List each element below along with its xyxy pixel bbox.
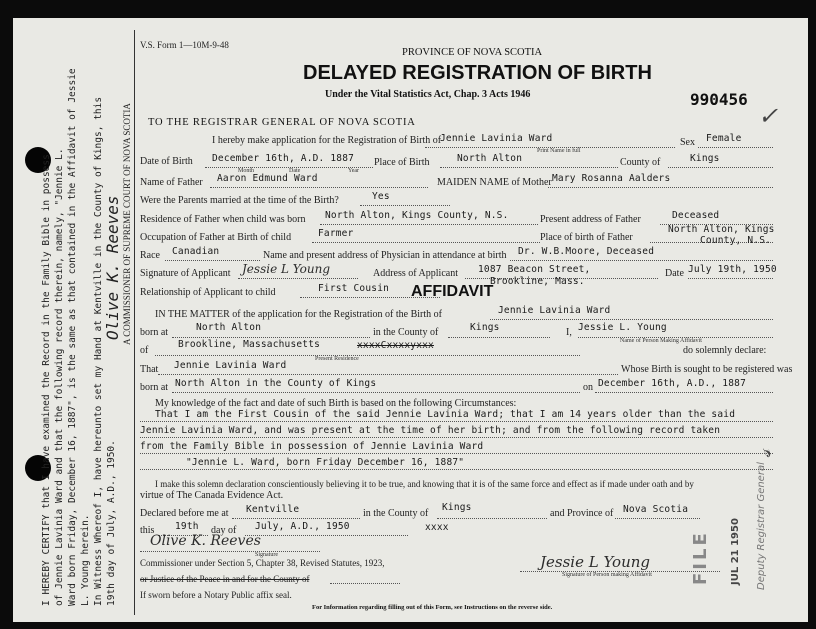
dob-label: Date of Birth — [140, 156, 193, 167]
commissioner-signature: Olive K. Reeves — [150, 533, 261, 549]
born-date: December 16th, A.D., 1887 — [598, 378, 746, 389]
i-label: I, — [566, 327, 572, 338]
margin-cert-commissioner-title: A COMMISSIONER OF SUPREME COURT OF NOVA SCOTIA — [122, 103, 132, 345]
date-stamp: JUL 21 1950 — [730, 518, 741, 585]
check-mark: ✓ — [758, 102, 779, 130]
form-subtitle: Under the Vital Statistics Act, Chap. 3 Acts 1946 — [325, 89, 531, 100]
matter-name: Jennie Lavinia Ward — [498, 305, 611, 316]
month-year-value: July, A.D., 1950 — [255, 521, 350, 532]
mother-label: MAIDEN NAME of Mother — [437, 177, 552, 188]
form-title: DELAYED REGISTRATION OF BIRTH — [303, 62, 652, 84]
residence-label: Residence of Father when child was born — [140, 214, 306, 225]
born-label: born at — [140, 382, 169, 393]
residence-note: Present Residence — [315, 356, 359, 362]
sig-label: Signature of Applicant — [140, 268, 231, 279]
registration-number: 990456 — [690, 90, 748, 109]
intro-label: I hereby make application for the Registration of Birth of — [212, 135, 442, 146]
declaration-line-2: virtue of The Canada Evidence Act. — [140, 490, 284, 501]
province-heading: PROVINCE OF NOVA SCOTIA — [402, 47, 543, 58]
deponent-signature: Jessie L Young — [540, 553, 651, 571]
race-value: Canadian — [172, 246, 220, 257]
file-stamp: FILE — [690, 530, 711, 585]
relationship-value: First Cousin — [318, 283, 390, 294]
notary-label: If sworn before a Notary Public affix seal. — [140, 590, 292, 600]
signature-note: Signature — [255, 552, 278, 558]
residence-value: North Alton, Kings County, N.S. — [325, 210, 509, 221]
month-note: Month — [238, 168, 255, 174]
struck-xxxx: xxxx — [425, 522, 449, 533]
circumstance-line-3: from the Family Bible in possession of Jennie Lavinia Ward — [140, 441, 484, 452]
margin-cert-line-5: In Witness Whereof I, have hereunto set my Hand at Kentville in the County of Kings, this — [93, 96, 104, 606]
father-pob-label: Place of birth of Father — [540, 232, 633, 243]
of-label: of — [140, 345, 149, 356]
knowledge-label: My knowledge of the fact and date of such Birth is based on the following Circumstances: — [155, 398, 517, 409]
race-label: Race — [140, 250, 160, 261]
registrar-initials: 𝓈 — [751, 444, 777, 460]
present-addr-value: Deceased — [672, 210, 720, 221]
margin-cert-line-6: 19th day of July, A.D., 1950. — [106, 440, 117, 606]
born-at-value: North Alton — [196, 322, 262, 333]
margin-cert-line-1: I HEREBY CERTIFY that I have examined the Record in the Family Bible in possess — [41, 154, 52, 606]
sought-label: Whose Birth is sought to be registered was — [621, 364, 793, 375]
circumstance-line-4: "Jennie L. Ward, born Friday December 16, 1887" — [186, 457, 465, 468]
place-value: North Alton — [457, 153, 523, 164]
born-at-label: born at — [140, 327, 169, 338]
footer-note: For Information regarding filling out of this Form, see Instructions on the reverse side. — [312, 604, 553, 611]
declaration-line-1: I make this solemn declaration conscientiously believing it to be true, and knowing that it is of the same force and effect as if made under oath and by — [155, 479, 694, 489]
deponent-residence: Brookline, Massachusetts — [178, 339, 321, 350]
matter-label: IN THE MATTER of the application for the Registration of the Birth of — [155, 309, 442, 320]
birth-registration-form — [13, 18, 808, 622]
child-name: Jennie Lavinia Ward — [440, 133, 553, 144]
dob-value: December 16th, A.D. 1887 — [212, 153, 355, 164]
applicant-signature: Jessie L Young — [242, 262, 331, 276]
form-number: V.S. Form 1—10M-9-48 — [140, 40, 229, 50]
sex-value: Female — [706, 133, 742, 144]
affidavit-heading: AFFIDAVIT — [411, 283, 494, 300]
margin-cert-line-2: of Jennie Lavinia Ward and that the following record therein, namely, "Jennie L. — [54, 148, 65, 606]
date-note: Date — [289, 168, 301, 174]
date-label: Date — [665, 268, 684, 279]
this-label: this — [140, 525, 155, 536]
jp-label: or Justice of the Peace in and for the County of — [140, 574, 310, 584]
decl-county-label: in the County of — [363, 508, 429, 519]
registrar-stamp: Deputy Registrar General — [756, 462, 767, 590]
decl-county-value: Kings — [442, 502, 472, 513]
born-place: North Alton in the County of Kings — [175, 378, 377, 389]
margin-cert-line-3: Ward born Friday, December 16, 1887", is the same as that contained in the Affidavit of Jessie — [67, 68, 78, 606]
margin-divider — [134, 30, 135, 615]
struck-text: xxxxCxxxxyxxx — [357, 340, 434, 351]
sex-label: Sex — [680, 137, 695, 148]
father-value: Aaron Edmund Ward — [217, 173, 318, 184]
deponent-name: Jessie L. Young — [578, 322, 667, 333]
father-pob-line-2: County, N.S. — [700, 235, 772, 246]
circumstance-line-2: Jennie Lavinia Ward, and was present at the time of her birth; and from the following record taken — [140, 425, 721, 436]
relationship-label: Relationship of Applicant to child — [140, 287, 276, 298]
print-name-note: Print Name in full — [537, 148, 581, 154]
married-label: Were the Parents married at the time of the Birth? — [140, 195, 339, 206]
aff-county-label: in the County of — [373, 327, 439, 338]
father-pob-line-1: North Alton, Kings — [668, 224, 775, 235]
that-label: That — [140, 364, 159, 375]
married-value: Yes — [372, 191, 390, 202]
present-addr-label: Present address of Father — [540, 214, 641, 225]
father-label: Name of Father — [140, 177, 203, 188]
circumstance-line-1: That I am the First Cousin of the said Jennie Lavinia Ward; that I am 14 years older than the said — [155, 409, 736, 420]
physician-label: Name and present address of Physician in attendance at birth — [263, 250, 507, 261]
physician-value: Dr. W.B.Moore, Deceased — [518, 246, 655, 257]
commissioner-label: Commissioner under Section 5, Chapter 38, Revised Statutes, 1923, — [140, 558, 385, 568]
declared-label: Declared before me at — [140, 508, 229, 519]
on-label: on — [583, 382, 593, 393]
deponent-note: Name of Person Making Affidavit — [620, 338, 702, 344]
day-value: 19th — [175, 521, 199, 532]
deponent-sig-note: Signature of Person making Affidavit — [562, 572, 652, 578]
aff-county-value: Kings — [470, 322, 500, 333]
that-name: Jennie Lavinia Ward — [174, 360, 287, 371]
applicant-addr-label: Address of Applicant — [373, 268, 458, 279]
applicant-addr-line-1: 1087 Beacon Street, — [478, 264, 591, 275]
mother-value: Mary Rosanna Aalders — [552, 173, 671, 184]
day-of-label: day of — [211, 525, 237, 536]
applicant-addr-line-2: Brookline, Mass. — [490, 276, 585, 287]
margin-cert-signature: Olive K. Reeves — [103, 195, 122, 340]
depose-label: do solemnly declare: — [683, 345, 767, 356]
province-value: Nova Scotia — [623, 504, 689, 515]
date-value: July 19th, 1950 — [688, 264, 777, 275]
addressee: TO THE REGISTRAR GENERAL OF NOVA SCOTIA — [148, 117, 416, 128]
province-label: and Province of — [550, 508, 614, 519]
place-label: Place of Birth — [374, 157, 430, 168]
occupation-value: Farmer — [318, 228, 354, 239]
year-note: Year — [348, 168, 360, 174]
declared-place: Kentville — [246, 504, 300, 515]
margin-cert-line-4: L. Young herein. — [80, 514, 91, 606]
county-label: County of — [620, 157, 661, 168]
occupation-label: Occupation of Father at Birth of child — [140, 232, 292, 243]
county-value: Kings — [690, 153, 720, 164]
